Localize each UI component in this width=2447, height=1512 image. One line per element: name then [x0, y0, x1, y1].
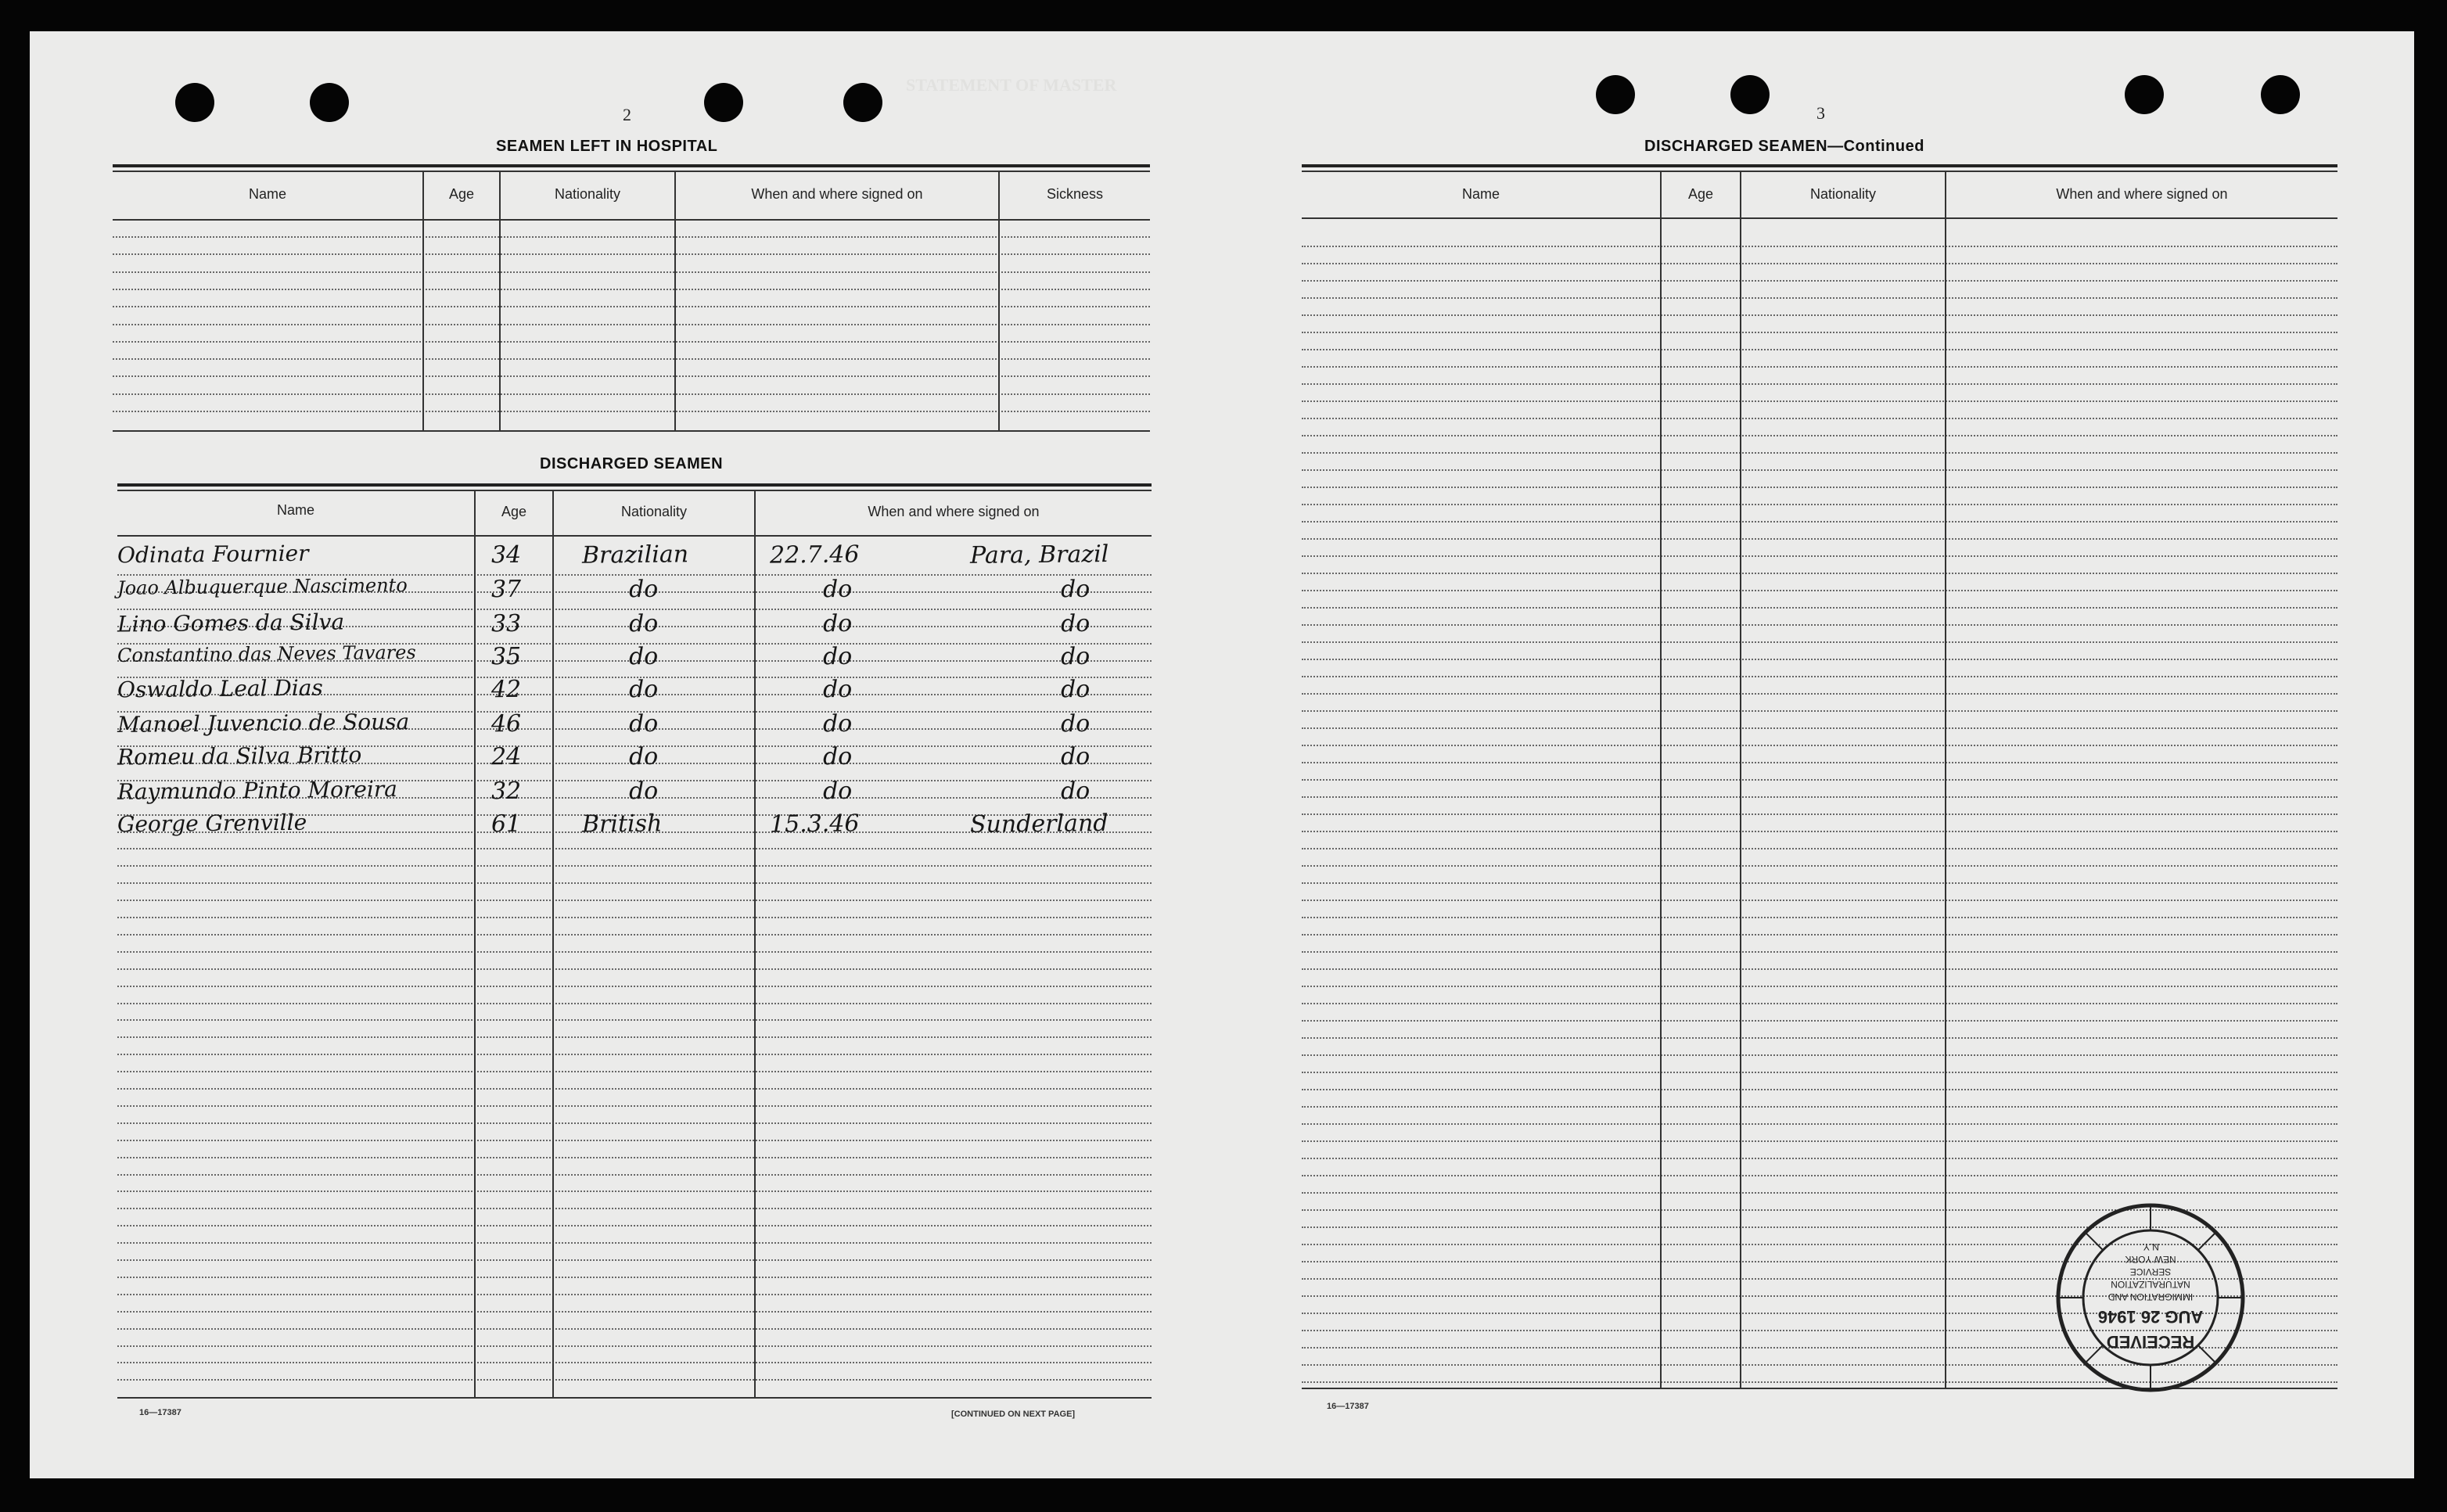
ruled-line [1302, 762, 2337, 763]
cell-age: 33 [490, 609, 522, 638]
ruled-line [117, 1071, 1152, 1072]
ruled-line [1302, 435, 2337, 436]
cell-name: George Grenville [117, 809, 307, 838]
ruled-line [1302, 1175, 2337, 1176]
left-page: STATEMENT OF MASTER [30, 31, 1220, 1478]
ruled-line [1302, 1072, 2337, 1073]
ruled-line [117, 986, 1152, 987]
stamp-line7: N.Y. [2142, 1241, 2159, 1252]
cell-date: do [822, 675, 853, 704]
ruled-line [1302, 538, 2337, 540]
cell-nationality: do [628, 709, 659, 738]
ruled-line [1302, 727, 2337, 729]
ruled-line [1302, 900, 2337, 901]
ruled-line [1302, 469, 2337, 471]
hospital-section-title: SEAMEN LEFT IN HOSPITAL [496, 138, 718, 155]
ruled-line [1302, 710, 2337, 712]
ruled-line [117, 1328, 1152, 1330]
cell-name: Joao Albuquerque Nascimento [117, 574, 408, 599]
cell-place: do [1060, 642, 1091, 671]
punch-hole [310, 83, 349, 122]
ruled-line [1302, 1158, 2337, 1159]
ruled-line [1302, 745, 2337, 746]
stamp-line6: NEW YORK [2125, 1254, 2176, 1265]
cell-name: Oswaldo Leal Dias [117, 674, 323, 703]
cell-place: Sunderland [969, 810, 1109, 839]
discharged-col-signed-on: When and where signed on [868, 504, 1040, 519]
ruled-line [113, 341, 1150, 343]
ruled-line [1302, 796, 2337, 798]
ruled-line [1302, 504, 2337, 505]
page-number: 2 [623, 105, 631, 124]
punch-hole [175, 83, 214, 122]
stamp-line3: IMMIGRATION AND [2107, 1291, 2194, 1302]
stamp-line5: SERVICE [2129, 1266, 2172, 1277]
ruled-line [117, 968, 1152, 970]
cell-age: 37 [490, 575, 522, 604]
ruled-line [117, 1208, 1152, 1209]
ruled-line [117, 1003, 1152, 1004]
cell-date: do [822, 709, 853, 738]
ruled-line [1302, 1140, 2337, 1142]
cell-age: 34 [490, 541, 522, 569]
ruled-line [113, 411, 1150, 412]
ruled-line [117, 1379, 1152, 1381]
punch-hole [704, 83, 743, 122]
ruled-line [1302, 1089, 2337, 1090]
ruled-line [1302, 280, 2337, 282]
cell-name: Manoel Juvencio de Sousa [117, 709, 410, 738]
ruled-line [1302, 1192, 2337, 1194]
ruled-line [1302, 917, 2337, 918]
ruled-line [113, 324, 1150, 325]
ruled-line [113, 375, 1150, 377]
stamp-line4: NATURALIZATION [2111, 1279, 2190, 1290]
ruled-line [1302, 779, 2337, 781]
cell-date: do [822, 609, 853, 638]
continued-section-title [1644, 138, 1924, 156]
ruled-line [1302, 1020, 2337, 1022]
stamp-received: RECEIVED [2106, 1332, 2195, 1352]
page-number: 3 [1816, 103, 1825, 123]
continued-col-signed-on: When and where signed on [2056, 186, 2228, 202]
ruled-line [1302, 314, 2337, 316]
stamp-date: AUG 26 1946 [2097, 1307, 2204, 1327]
ruled-line [1302, 1003, 2337, 1004]
cell-nationality: do [628, 609, 659, 638]
hospital-col-name: Name [248, 186, 286, 202]
continued-col-name: Name [1461, 186, 1500, 202]
ruled-line [1302, 521, 2337, 523]
ruled-line [1302, 1054, 2337, 1056]
ruled-line [117, 1259, 1152, 1261]
punch-hole [843, 83, 882, 122]
discharged-col-age: Age [501, 504, 527, 519]
continued-col-nationality: Nationality [1809, 186, 1877, 202]
punch-hole [2261, 75, 2300, 114]
cell-date: 22.7.46 [769, 541, 860, 569]
ruled-line [1302, 986, 2337, 987]
ruled-line [117, 951, 1152, 953]
cell-name: Raymundo Pinto Moreira [117, 776, 398, 805]
ruled-line [1302, 607, 2337, 609]
discharged-col-name: Name [276, 502, 314, 518]
ruled-line [1302, 951, 2337, 953]
ruled-line [1302, 641, 2337, 643]
ruled-line [117, 1054, 1152, 1055]
ruled-line [1302, 383, 2337, 385]
cell-place: do [1060, 575, 1091, 604]
continued-col-age: Age [1687, 186, 1714, 202]
ruled-line [113, 253, 1150, 255]
ruled-line [1302, 659, 2337, 660]
ruled-line [113, 358, 1150, 360]
ruled-line [117, 1242, 1152, 1244]
discharged-col-nationality: Nationality [620, 504, 688, 519]
punch-hole [1730, 75, 1770, 114]
ruled-line [117, 1294, 1152, 1295]
cell-date: 15.3.46 [769, 810, 860, 839]
ruled-line [113, 271, 1150, 273]
ruled-line [1302, 882, 2337, 884]
cell-nationality: do [628, 777, 659, 806]
ruled-line [117, 1277, 1152, 1278]
cell-nationality: do [628, 642, 659, 671]
cell-nationality: do [628, 742, 659, 771]
ruled-line [117, 1019, 1152, 1021]
cell-name: Constantino das Neves Tavares [117, 641, 416, 666]
ruled-line [1302, 366, 2337, 368]
cell-name: Lino Gomes da Silva [117, 609, 345, 637]
ruled-line [113, 289, 1150, 290]
ruled-line [1302, 865, 2337, 867]
cell-date: do [822, 575, 853, 604]
ruled-line [113, 306, 1150, 307]
continued-note: [CONTINUED ON NEXT PAGE] [951, 1410, 1076, 1419]
ruled-line [1302, 349, 2337, 350]
cell-age: 61 [490, 810, 522, 839]
hospital-col-nationality: Nationality [554, 186, 621, 202]
ruled-line [1302, 813, 2337, 815]
ruled-line [1302, 1123, 2337, 1125]
ruled-line [113, 236, 1150, 238]
hospital-col-sickness: Sickness [1046, 186, 1104, 202]
ruled-line [1302, 332, 2337, 333]
ruled-line [1302, 676, 2337, 677]
ruled-line [117, 1225, 1152, 1226]
ruled-line [1302, 555, 2337, 557]
cell-nationality: Brazilian [581, 541, 689, 569]
ruled-line [117, 1345, 1152, 1347]
ruled-line [117, 900, 1152, 901]
ruled-line [117, 934, 1152, 936]
ruled-line [1302, 848, 2337, 849]
cell-date: do [822, 777, 853, 806]
cell-age: 46 [490, 709, 522, 738]
ruled-line [117, 1362, 1152, 1363]
cell-nationality: do [628, 575, 659, 604]
cell-place: do [1060, 777, 1091, 806]
cell-name: Odinata Fournier [117, 540, 309, 569]
cell-name: Romeu da Silva Britto [117, 742, 362, 770]
cell-place: do [1060, 609, 1091, 638]
ruled-line [1302, 934, 2337, 936]
cell-date: do [822, 742, 853, 771]
cell-date: do [822, 642, 853, 671]
ruled-line [1302, 452, 2337, 454]
ruled-line [117, 1191, 1152, 1192]
hospital-col-signed-on: When and where signed on [751, 186, 923, 202]
ruled-line [1302, 297, 2337, 299]
cell-place: do [1060, 675, 1091, 704]
received-stamp-icon [2053, 1200, 2248, 1395]
ruled-line [117, 1174, 1152, 1176]
ruled-line [1302, 590, 2337, 591]
cell-nationality: British [581, 810, 663, 839]
cell-place: Para, Brazil [969, 541, 1109, 569]
ruled-line [117, 1036, 1152, 1038]
ruled-line [1302, 624, 2337, 626]
ruled-line [117, 1122, 1152, 1124]
hospital-col-age: Age [448, 186, 475, 202]
cell-place: do [1060, 742, 1091, 771]
continued-title-main: DISCHARGED SEAMEN [1644, 138, 1828, 155]
ruled-line [117, 1088, 1152, 1090]
ruled-line [1302, 1106, 2337, 1108]
ruled-line [1302, 1037, 2337, 1039]
continued-title-suffix: —Continued [1827, 138, 1924, 155]
ruled-line [1302, 418, 2337, 419]
ruled-line [117, 917, 1152, 918]
form-number: 16—17387 [1327, 1402, 1369, 1411]
ruled-line [117, 848, 1152, 849]
ruled-line [1302, 831, 2337, 832]
ruled-line [117, 1157, 1152, 1158]
ruled-line [1302, 400, 2337, 402]
cell-age: 42 [490, 675, 522, 704]
cell-place: do [1060, 709, 1091, 738]
ruled-line [117, 1105, 1152, 1107]
ruled-line [117, 865, 1152, 867]
ruled-line [1302, 573, 2337, 574]
cell-age: 35 [490, 642, 522, 671]
ruled-line [1302, 263, 2337, 264]
ruled-line [117, 1311, 1152, 1313]
cell-age: 32 [490, 777, 522, 806]
cell-age: 24 [490, 742, 522, 771]
discharged-section-title: DISCHARGED SEAMEN [540, 455, 724, 472]
cell-nationality: do [628, 675, 659, 704]
ruled-line [1302, 246, 2337, 247]
punch-hole [1596, 75, 1635, 114]
ruled-line [117, 882, 1152, 884]
punch-hole [2125, 75, 2164, 114]
ruled-line [113, 393, 1150, 395]
form-number: 16—17387 [139, 1408, 181, 1417]
ruled-line [117, 1140, 1152, 1141]
ruled-line [1302, 693, 2337, 695]
ruled-line [1302, 487, 2337, 488]
ruled-line [1302, 968, 2337, 970]
